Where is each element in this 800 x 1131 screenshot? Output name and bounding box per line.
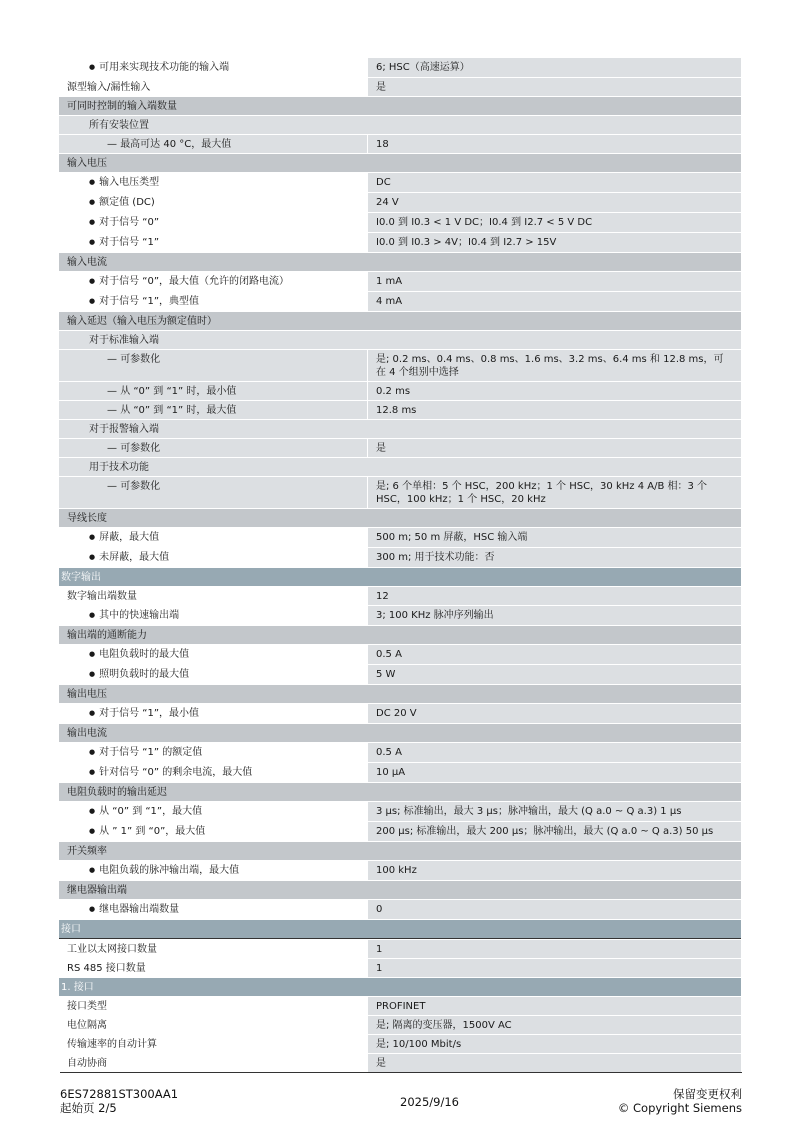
- spec-row: [59, 587, 741, 605]
- spec-value: 是: [367, 1054, 741, 1072]
- page-footer: [60, 1072, 742, 1115]
- spec-label: ● 照明负载时的最大值: [59, 665, 367, 684]
- group-header: [59, 154, 741, 172]
- spec-value: 是; 隔离的变压器，1500V AC: [367, 1016, 741, 1034]
- spec-value: 5 W: [367, 665, 741, 684]
- spec-label: RS 485 接口数量: [59, 959, 367, 977]
- spec-label: ● 继电器输出端数量: [59, 900, 367, 919]
- group-header: [59, 626, 741, 644]
- sub-label: 对于报警输入端: [89, 424, 159, 435]
- spec-row: [59, 665, 741, 684]
- spec-value: 4 mA: [367, 292, 741, 311]
- spec-value: 12: [367, 587, 741, 605]
- spec-label: 源型输入/漏性输入: [59, 78, 367, 96]
- spec-label: — 可参数化: [59, 477, 367, 508]
- spec-value: 是; 10/100 Mbit/s: [367, 1035, 741, 1053]
- spec-row: [59, 940, 741, 958]
- group-header: [59, 842, 741, 860]
- spec-row: [59, 997, 741, 1015]
- head-label: 导线长度: [67, 513, 107, 524]
- spec-label: ● 可用来实现技术功能的输入端: [59, 58, 367, 77]
- spec-row: [59, 822, 741, 841]
- footer-right: [618, 1087, 742, 1115]
- section-label: 数字输出: [61, 572, 101, 583]
- group-header: [59, 97, 741, 115]
- head-label: 开关频率: [67, 846, 107, 857]
- spec-label: ● 额定值 (DC): [59, 193, 367, 212]
- copyright: © Copyright Siemens: [617, 1101, 742, 1115]
- group-header: [59, 685, 741, 703]
- spec-row: [59, 58, 741, 77]
- spec-value: 3 µs; 标准输出，最大 3 µs；脉冲输出，最大 (Q a.0 ~ Q a.3) 1 µs: [367, 802, 741, 821]
- spec-row: [59, 193, 741, 212]
- spec-row: [59, 350, 741, 381]
- spec-row: [59, 528, 741, 547]
- head-label: 输入电压: [67, 158, 107, 169]
- head-label: 输入电流: [67, 257, 107, 268]
- spec-label: ● 对于信号 “1”: [59, 233, 367, 252]
- spec-value: 24 V: [367, 193, 741, 212]
- spec-value: 0.2 ms: [367, 382, 741, 400]
- spec-row: [59, 382, 741, 400]
- spec-row: [59, 213, 741, 232]
- spec-row: [59, 861, 741, 880]
- section-header: [59, 978, 741, 996]
- head-label: 可同时控制的输入端数量: [67, 101, 177, 112]
- spec-row: [59, 548, 741, 567]
- spec-value: 是; 0.2 ms、0.4 ms、0.8 ms、1.6 ms、3.2 ms、6.4 ms 和 12.8 ms，可在 4 个组别中选择: [367, 350, 741, 381]
- section-header: [59, 920, 741, 939]
- footer-left: [60, 1087, 178, 1115]
- spec-label: ● 对于信号 “1”，最小值: [59, 704, 367, 723]
- spec-value: 500 m; 50 m 屏蔽，HSC 输入端: [367, 528, 741, 547]
- change-notice: 保留变更权利: [673, 1087, 742, 1101]
- spec-label: ● 电阻负载时的最大值: [59, 645, 367, 664]
- spec-label: ● 其中的快速输出端: [59, 606, 367, 625]
- subgroup-header: [59, 331, 741, 349]
- spec-label: — 从 “0” 到 “1” 时，最小值: [59, 382, 367, 400]
- spec-label: 自动协商: [59, 1054, 367, 1072]
- spec-row: [59, 704, 741, 723]
- section-label: 接口: [61, 924, 81, 935]
- spec-row: [59, 900, 741, 919]
- spec-row: [59, 233, 741, 252]
- spec-label: ● 针对信号 “0” 的剩余电流，最大值: [59, 763, 367, 782]
- sub-label: 所有安装位置: [89, 120, 149, 131]
- spec-label: — 最高可达 40 °C，最大值: [59, 135, 367, 153]
- spec-value: 是: [367, 439, 741, 457]
- spec-label: ● 电阻负载的脉冲输出端，最大值: [59, 861, 367, 880]
- subgroup-header: [59, 420, 741, 438]
- head-label: 输出电压: [67, 689, 107, 700]
- spec-label: ● 对于信号 “1”，典型值: [59, 292, 367, 311]
- spec-row: [59, 272, 741, 291]
- spec-value: 100 kHz: [367, 861, 741, 880]
- spec-label: — 可参数化: [59, 350, 367, 381]
- head-label: 输出电流: [67, 728, 107, 739]
- footer-date: 2025/9/16: [400, 1095, 459, 1109]
- head-label: 继电器输出端: [67, 885, 127, 896]
- spec-label: 接口类型: [59, 997, 367, 1015]
- section-header: [59, 568, 741, 586]
- head-label: 输出端的通断能力: [67, 630, 147, 641]
- spec-row: [59, 135, 741, 153]
- group-header: [59, 724, 741, 742]
- group-header: [59, 253, 741, 271]
- spec-value: 0.5 A: [367, 645, 741, 664]
- section-label: 1. 接口: [61, 982, 94, 993]
- spec-value: 200 µs; 标准输出，最大 200 µs；脉冲输出，最大 (Q a.0 ~ Q a.3) 50 µs: [367, 822, 741, 841]
- subgroup-header: [59, 116, 741, 134]
- sub-label: 对于标准输入端: [89, 335, 159, 346]
- spec-row: [59, 439, 741, 457]
- spec-row: [59, 1035, 741, 1053]
- spec-row: [59, 1016, 741, 1034]
- spec-label: — 可参数化: [59, 439, 367, 457]
- spec-label: ● 对于信号 “0”，最大值（允许的闭路电流）: [59, 272, 367, 291]
- head-label: 电阻负载时的输出延迟: [67, 787, 167, 798]
- spec-label: ● 从 ” 1” 到 “0”，最大值: [59, 822, 367, 841]
- spec-value: 3; 100 KHz 脉冲序列输出: [367, 606, 741, 625]
- spec-value: 1: [367, 940, 741, 958]
- spec-value: 10 µA: [367, 763, 741, 782]
- spec-row: [59, 645, 741, 664]
- spec-value: 18: [367, 135, 741, 153]
- group-header: [59, 881, 741, 899]
- spec-value: 是: [367, 78, 741, 96]
- spec-row: [59, 78, 741, 96]
- spec-label: 工业以太网接口数量: [59, 940, 367, 958]
- spec-row: [59, 743, 741, 762]
- spec-label: 电位隔离: [59, 1016, 367, 1034]
- spec-row: [59, 763, 741, 782]
- spec-row: [59, 173, 741, 192]
- spec-label: — 从 “0” 到 “1” 时，最大值: [59, 401, 367, 419]
- spec-row: [59, 606, 741, 625]
- spec-value: 0.5 A: [367, 743, 741, 762]
- spec-value: 0: [367, 900, 741, 919]
- spec-row: [59, 477, 741, 508]
- spec-label: 数字输出端数量: [59, 587, 367, 605]
- spec-row: [59, 802, 741, 821]
- spec-label: 传输速率的自动计算: [59, 1035, 367, 1053]
- spec-row: [59, 959, 741, 977]
- spec-value: I0.0 到 I0.3 > 4V；I0.4 到 I2.7 > 15V: [367, 233, 741, 252]
- spec-value: 是; 6 个单相：5 个 HSC，200 kHz；1 个 HSC，30 kHz 4 A/B 相：3 个 HSC，100 kHz；1 个 HSC，20 kHz: [367, 477, 741, 508]
- head-label: 输入延迟（输入电压为额定值时）: [67, 316, 217, 327]
- spec-label: ● 屏蔽，最大值: [59, 528, 367, 547]
- spec-value: DC: [367, 173, 741, 192]
- spec-value: 1: [367, 959, 741, 977]
- spec-value: I0.0 到 I0.3 < 1 V DC；I0.4 到 I2.7 < 5 V DC: [367, 213, 741, 232]
- subgroup-header: [59, 458, 741, 476]
- spec-row: [59, 292, 741, 311]
- page-number: 起始页 2/5: [60, 1101, 117, 1115]
- spec-value: PROFINET: [367, 997, 741, 1015]
- spec-value: DC 20 V: [367, 704, 741, 723]
- spec-value: 6; HSC（高速运算）: [367, 58, 741, 77]
- spec-label: ● 未屏蔽，最大值: [59, 548, 367, 567]
- spec-value: 1 mA: [367, 272, 741, 291]
- spec-label: ● 对于信号 “1” 的额定值: [59, 743, 367, 762]
- group-header: [59, 509, 741, 527]
- spec-table: [59, 58, 741, 1073]
- spec-label: ● 从 “0” 到 “1”，最大值: [59, 802, 367, 821]
- group-header: [59, 783, 741, 801]
- spec-value: 12.8 ms: [367, 401, 741, 419]
- spec-label: ● 输入电压类型: [59, 173, 367, 192]
- spec-row: [59, 401, 741, 419]
- spec-row: [59, 1054, 741, 1072]
- group-header: [59, 312, 741, 330]
- sub-label: 用于技术功能: [89, 462, 149, 473]
- spec-value: 300 m; 用于技术功能：否: [367, 548, 741, 567]
- order-number: 6ES72881ST300AA1: [60, 1087, 179, 1101]
- spec-label: ● 对于信号 “0”: [59, 213, 367, 232]
